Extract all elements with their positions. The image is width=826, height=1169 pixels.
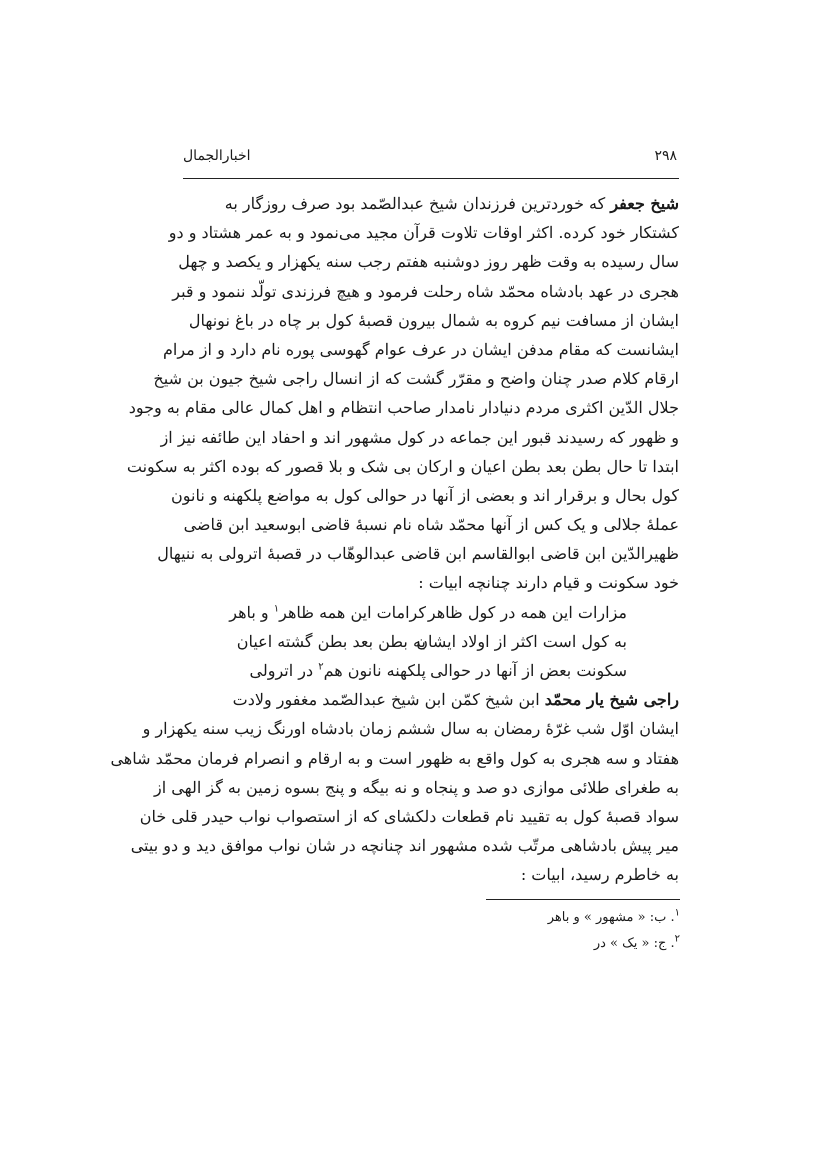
- text-line: شیخ جعفر که خوردترین فرزندان شیخ عبدالصّمد بود صرف روزگار به: [224, 194, 679, 213]
- text-line: سواد قصبهٔ کول به تقیید نام قطعات دلکشای که از استصواب نواب حیدر قلی خان: [139, 806, 679, 826]
- running-header: [183, 148, 677, 172]
- footnote-ref: ۱: [273, 603, 280, 615]
- text-line: ایشان از مسافت نیم کروه به شمال بیرون قصبهٔ کول بر چاه در باغ نونهال: [188, 310, 679, 330]
- footnote: [430, 931, 680, 957]
- verse-couplet: [183, 656, 679, 685]
- running-title: اخبارالجمال: [183, 148, 251, 164]
- verse-hemistich: پلکهنه نانون هم$^۲$ در اترولی: [249, 661, 426, 680]
- page-number: ۲۹۸: [654, 148, 677, 164]
- text-line: ابتدا تا حال بطن بعد بطن اعیان و ارکان بی شک و بلا قصور که بوده اکثر به سکونت: [126, 456, 679, 476]
- verse-hemistich: به بطن بعد بطن گشته اعیان: [236, 631, 426, 651]
- body-text: [110, 189, 679, 890]
- text-line: ایشان اوّل شب غرّهٔ رمضان به سال ششم زمان بادشاه اورنگ زیب سنه یکهزار و: [142, 719, 679, 739]
- text-line: خود سکونت و قیام دارند چنانچه ابیات :: [418, 573, 679, 593]
- text-line: ارقام کلام صدر چنان واضح و مقرّر گشت که از انسال راجی شیخ جیون بن شیخ: [153, 369, 679, 389]
- text-line: به طغرای طلائی موازی دو صد و پنجاه و نه بیگه و پنج بسوه زمین به گز الهی از: [153, 777, 679, 797]
- text-line: کشتکار خود کرده. اکثر اوقات تلاوت قرآن مجید می‌نمود و به عمر هشتاد و دو: [168, 223, 679, 243]
- text-line: عملهٔ جلالی و یک کس از آنها محمّد شاه نام نسبهٔ قاضی ابوسعید ابن قاضی: [183, 515, 679, 535]
- footnote-text: . ج: « یک » در: [593, 936, 675, 951]
- footnote-mark: ۱: [674, 907, 680, 919]
- footnote-mark: ۲: [674, 933, 680, 945]
- footnote-rule: [486, 899, 680, 900]
- footnote-text: . ب: « مشهور » و باهر: [547, 910, 675, 925]
- text-line: هجری در عهد بادشاه محمّد شاه رحلت فرمود و هیچ فرزندی تولّد ننمود و قبر: [172, 281, 679, 301]
- text-line: و ظهور که رسیدند قبور این جماعه در کول مشهور اند و احفاد این طائفه نیز از: [160, 427, 679, 447]
- header-rule: [183, 178, 679, 179]
- footnote-ref: ۲: [318, 661, 324, 673]
- text-line: کول بحال و برقرار اند و بعضی از آنها در حوالی کول به مواضع پلکهنه و نانون: [170, 485, 679, 505]
- verse-hemistich: مزارات این همه در کول ظاهر: [427, 602, 627, 622]
- footnotes: [430, 905, 680, 957]
- text-line: هفتاد و سه هجری به کول واقع به ظهور است و به ارقام و انصرام فرمان محمّد شاهی: [110, 748, 679, 768]
- verse-hemistich: به کول است اکثر از اولاد ایشان: [416, 631, 627, 651]
- text-line: ایشانست که مقام مدفن ایشان در عرف عوام گهوسی پوره نام دارد و از مرام: [162, 339, 679, 359]
- verse-hemistich: سکونت بعض از آنها در حوالی: [430, 661, 627, 680]
- text-line: ظهیرالدّین ابن قاضی ابوالقاسم ابن قاضی عبدالوهّاب در قصبهٔ اترولی به ننیهال: [157, 544, 679, 564]
- paragraph-lead: شیخ جعفر: [610, 194, 679, 213]
- verse-couplet: [183, 598, 679, 627]
- text-line: سال رسیده به وقت ظهر روز دوشنبه هفتم رجب سنه یکهزار و یکصد و چهل: [178, 252, 679, 272]
- text-line: میر پیش بادشاهی مرتّب شده مشهور اند چنانچه در شان نواب موافق دید و دو بیتی: [130, 836, 679, 856]
- text-line: جلال الدّین اکثری مردم دنیادار نامدار صاحب انتظام و اهل کمال عالی مقام به وجود: [128, 398, 679, 418]
- verse-couplet: [183, 627, 679, 656]
- text-line: راجی شیخ یار محمّد ابن شیخ کمّن ابن شیخ عبدالصّمد مغفور ولادت: [232, 690, 679, 710]
- footnote: [430, 905, 680, 931]
- verse-hemistich: کرامات این همه ظاهر$^۱$ و باهر: [229, 602, 426, 622]
- paragraph-lead: راجی شیخ یار محمّد: [544, 690, 679, 710]
- text-line: به خاطرم رسید، ابیات :: [520, 865, 679, 885]
